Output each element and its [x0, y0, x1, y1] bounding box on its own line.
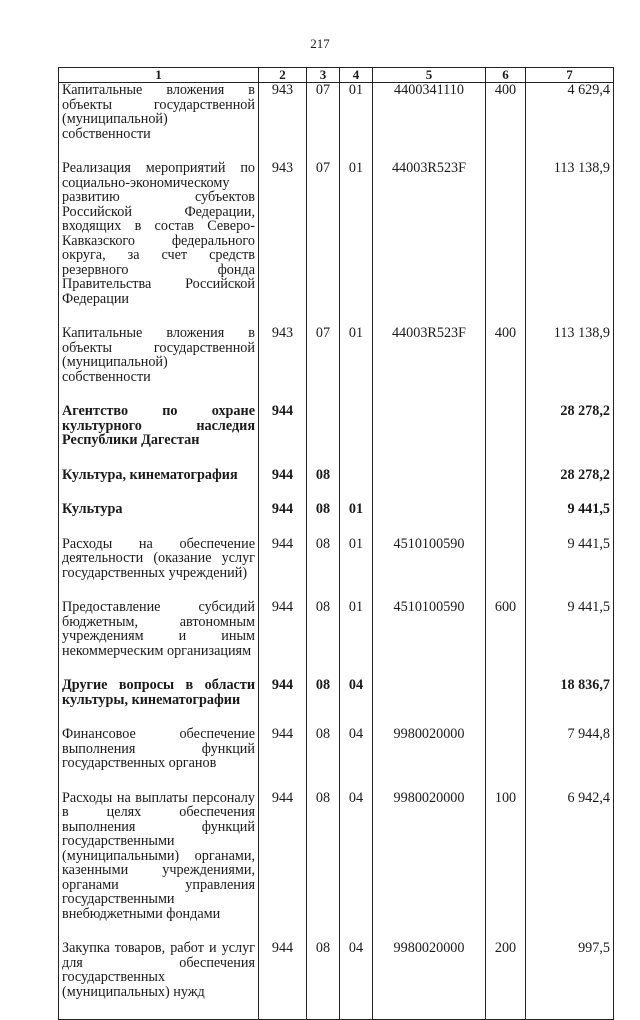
target-article-code [373, 404, 486, 468]
table-row [59, 404, 614, 468]
column-header: 3 [307, 68, 340, 83]
table-row [59, 468, 614, 503]
amount: 18 836,7 [526, 678, 614, 727]
subsection-code: 01 [340, 326, 373, 404]
subsection-code: 01 [340, 161, 373, 326]
expense-type-code [486, 404, 526, 468]
target-article-code [373, 502, 486, 537]
section-code [307, 404, 340, 468]
header-row [59, 68, 614, 83]
expense-type-code [486, 161, 526, 326]
table-row [59, 83, 614, 162]
expense-type-code: 400 [486, 326, 526, 404]
item-name: Расходы на выплаты персоналу в целях обеспечения выполнения функций государственными (муниципальными) органами, казенными учреждениями, органами управления государственными внебюджетными фондами [59, 791, 259, 942]
subsection-code: 01 [340, 502, 373, 537]
subsection-code: 01 [340, 600, 373, 678]
item-name: Реализация мероприятий по социально-экономическому развитию субъектов Российской Федерации, входящих в состав Северо-Кавказского федерального округа, за счет средств резервного фонда Правительства Российской Федерации [59, 161, 259, 326]
amount: 9 441,5 [526, 502, 614, 537]
section-code: 08 [307, 600, 340, 678]
expense-type-code [486, 678, 526, 727]
amount: 28 278,2 [526, 404, 614, 468]
column-header: 4 [340, 68, 373, 83]
expense-type-code: 200 [486, 941, 526, 1020]
expense-type-code [486, 537, 526, 601]
ved-code: 943 [259, 326, 307, 404]
ved-code: 944 [259, 791, 307, 942]
table-row [59, 941, 614, 1020]
column-header: 6 [486, 68, 526, 83]
amount: 997,5 [526, 941, 614, 1020]
subsection-code: 01 [340, 537, 373, 601]
item-name: Капитальные вложения в объекты государственной (муниципальной) собственности [59, 326, 259, 404]
column-header: 7 [526, 68, 614, 83]
amount: 4 629,4 [526, 83, 614, 162]
item-name: Предоставление субсидий бюджетным, автономным учреждениям и иным некоммерческим организациям [59, 600, 259, 678]
amount: 113 138,9 [526, 326, 614, 404]
table-row [59, 600, 614, 678]
table-row [59, 326, 614, 404]
section-code: 07 [307, 83, 340, 162]
target-article-code: 4400341110 [373, 83, 486, 162]
item-name: Агентство по охране культурного наследия Республики Дагестан [59, 404, 259, 468]
section-code: 08 [307, 468, 340, 503]
page-number: 217 [310, 36, 330, 51]
table-row [59, 502, 614, 537]
ved-code: 943 [259, 161, 307, 326]
section-code: 08 [307, 941, 340, 1020]
section-code: 08 [307, 791, 340, 942]
column-header: 1 [59, 68, 259, 83]
table-row [59, 537, 614, 601]
subsection-code [340, 468, 373, 503]
expense-type-code: 600 [486, 600, 526, 678]
item-name: Культура [59, 502, 259, 537]
expense-type-code [486, 468, 526, 503]
table-row [59, 161, 614, 326]
section-code: 08 [307, 727, 340, 791]
subsection-code: 04 [340, 941, 373, 1020]
table-row [59, 678, 614, 727]
column-header: 5 [373, 68, 486, 83]
amount: 28 278,2 [526, 468, 614, 503]
target-article-code: 44003R523F [373, 326, 486, 404]
target-article-code [373, 468, 486, 503]
expense-type-code: 100 [486, 791, 526, 942]
section-code: 08 [307, 537, 340, 601]
amount: 7 944,8 [526, 727, 614, 791]
table-row [59, 727, 614, 791]
amount: 9 441,5 [526, 537, 614, 601]
item-name: Расходы на обеспечение деятельности (оказание услуг государственных учреждений) [59, 537, 259, 601]
section-code: 08 [307, 678, 340, 727]
amount: 6 942,4 [526, 791, 614, 942]
table-row [59, 791, 614, 942]
column-header: 2 [259, 68, 307, 83]
ved-code: 944 [259, 600, 307, 678]
item-name: Другие вопросы в области культуры, кинематографии [59, 678, 259, 727]
target-article-code: 4510100590 [373, 537, 486, 601]
section-code: 07 [307, 161, 340, 326]
expense-type-code: 400 [486, 83, 526, 162]
target-article-code: 9980020000 [373, 941, 486, 1020]
budget-table [58, 67, 614, 1020]
item-name: Закупка товаров, работ и услуг для обеспечения государственных (муниципальных) нужд [59, 941, 259, 1020]
expense-type-code [486, 727, 526, 791]
ved-code: 944 [259, 502, 307, 537]
item-name: Капитальные вложения в объекты государственной (муниципальной) собственности [59, 83, 259, 162]
subsection-code: 04 [340, 727, 373, 791]
ved-code: 944 [259, 727, 307, 791]
target-article-code: 9980020000 [373, 727, 486, 791]
subsection-code: 04 [340, 678, 373, 727]
amount: 9 441,5 [526, 600, 614, 678]
ved-code: 944 [259, 537, 307, 601]
target-article-code: 4510100590 [373, 600, 486, 678]
ved-code: 944 [259, 468, 307, 503]
target-article-code: 44003R523F [373, 161, 486, 326]
subsection-code: 04 [340, 791, 373, 942]
expense-type-code [486, 502, 526, 537]
ved-code: 944 [259, 678, 307, 727]
target-article-code [373, 678, 486, 727]
amount: 113 138,9 [526, 161, 614, 326]
target-article-code: 9980020000 [373, 791, 486, 942]
subsection-code [340, 404, 373, 468]
section-code: 08 [307, 502, 340, 537]
item-name: Финансовое обеспечение выполнения функций государственных органов [59, 727, 259, 791]
subsection-code: 01 [340, 83, 373, 162]
ved-code: 943 [259, 83, 307, 162]
ved-code: 944 [259, 404, 307, 468]
item-name: Культура, кинематография [59, 468, 259, 503]
ved-code: 944 [259, 941, 307, 1020]
section-code: 07 [307, 326, 340, 404]
